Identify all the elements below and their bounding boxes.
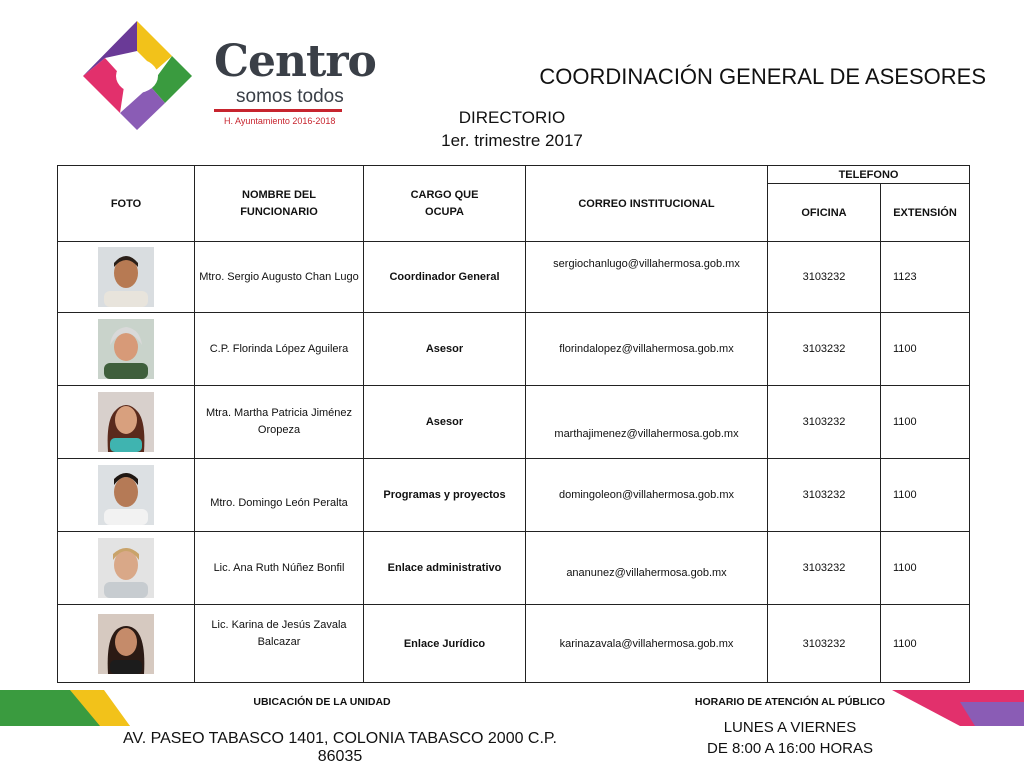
person-photo-icon — [98, 392, 154, 452]
cargo-cell: Programas y proyectos — [364, 459, 526, 532]
directory-table — [57, 165, 970, 683]
person-photo-icon — [98, 614, 154, 674]
table-row — [58, 459, 970, 532]
cargo-cell: Asesor — [364, 386, 526, 459]
email-cell[interactable]: sergiochanlugo@villahermosa.gob.mx — [526, 242, 768, 313]
cargo-cell: Coordinador General — [364, 242, 526, 313]
office-phone-cell: 3103232 — [768, 459, 881, 532]
person-photo-icon — [98, 247, 154, 307]
header-telefono: TELEFONO — [768, 166, 970, 184]
hours-days: LUNES A VIERNES — [723, 719, 857, 736]
header-cargo — [364, 166, 526, 242]
directory-heading: DIRECTORIO — [458, 108, 566, 127]
header-nombre-2: FUNCIONARIO — [240, 205, 318, 218]
brand-name: Centro — [214, 36, 376, 87]
table-row — [58, 605, 970, 683]
office-phone-cell: 3103232 — [768, 532, 881, 605]
email-cell[interactable]: marthajimenez@villahermosa.gob.mx — [526, 386, 768, 459]
photo-cell — [58, 242, 195, 313]
photo-cell — [58, 386, 195, 459]
header-nombre-1: NOMBRE DEL — [242, 188, 316, 201]
page-title: COORDINACIÓN GENERAL DE ASESORES — [539, 64, 986, 89]
extension-cell: 1100 — [881, 386, 970, 459]
cargo-cell: Enlace Jurídico — [364, 605, 526, 683]
office-phone-cell: 3103232 — [768, 605, 881, 683]
header-cargo-1: CARGO QUE — [410, 188, 479, 201]
office-phone-cell: 3103232 — [768, 242, 881, 313]
photo-cell — [58, 313, 195, 386]
name-cell: Lic. Karina de Jesús Zavala Balcazar — [195, 605, 364, 683]
name-cell: Mtro. Sergio Augusto Chan Lugo — [195, 242, 364, 313]
person-photo-icon — [98, 465, 154, 525]
brand-sub: H. Ayuntamiento 2016-2018 — [224, 116, 336, 126]
header-correo: CORREO INSTITUCIONAL — [526, 166, 768, 242]
hours-label: HORARIO DE ATENCIÓN AL PÚBLICO — [694, 696, 886, 708]
person-photo-icon — [98, 538, 154, 598]
email-cell[interactable]: ananunez@villahermosa.gob.mx — [526, 532, 768, 605]
table-row — [58, 386, 970, 459]
name-cell: C.P. Florinda López Aguilera — [195, 313, 364, 386]
extension-cell: 1123 — [881, 242, 970, 313]
header-oficina: OFICINA — [768, 184, 881, 242]
office-phone-cell: 3103232 — [768, 386, 881, 459]
extension-cell: 1100 — [881, 532, 970, 605]
name-cell: Mtra. Martha Patricia Jiménez Oropeza — [195, 386, 364, 459]
photo-cell — [58, 532, 195, 605]
address-text: AV. PASEO TABASCO 1401, COLONIA TABASCO 2000 C.P. 86035 — [123, 730, 557, 765]
name-cell: Lic. Ana Ruth Núñez Bonfil — [195, 532, 364, 605]
cargo-cell: Enlace administrativo — [364, 532, 526, 605]
hours-time: DE 8:00 A 16:00 HORAS — [707, 740, 873, 757]
email-cell[interactable]: domingoleon@villahermosa.gob.mx — [526, 459, 768, 532]
header-extension: EXTENSIÓN — [881, 184, 970, 242]
photo-cell — [58, 605, 195, 683]
email-cell[interactable]: florindalopez@villahermosa.gob.mx — [526, 313, 768, 386]
extension-cell: 1100 — [881, 459, 970, 532]
period-heading: 1er. trimestre 2017 — [441, 131, 583, 150]
header-cargo-2: OCUPA — [425, 205, 464, 218]
brand-tagline: somos todos — [236, 86, 344, 107]
extension-cell: 1100 — [881, 313, 970, 386]
table-row — [58, 242, 970, 313]
cargo-cell: Asesor — [364, 313, 526, 386]
extension-cell: 1100 — [881, 605, 970, 683]
office-phone-cell: 3103232 — [768, 313, 881, 386]
table-row — [58, 313, 970, 386]
email-cell[interactable]: karinazavala@villahermosa.gob.mx — [526, 605, 768, 683]
header-nombre — [195, 166, 364, 242]
name-cell: Mtro. Domingo León Peralta — [195, 459, 364, 532]
header-foto: FOTO — [58, 166, 195, 242]
person-photo-icon — [98, 319, 154, 379]
location-label: UBICACIÓN DE LA UNIDAD — [253, 696, 391, 708]
table-row — [58, 532, 970, 605]
photo-cell — [58, 459, 195, 532]
